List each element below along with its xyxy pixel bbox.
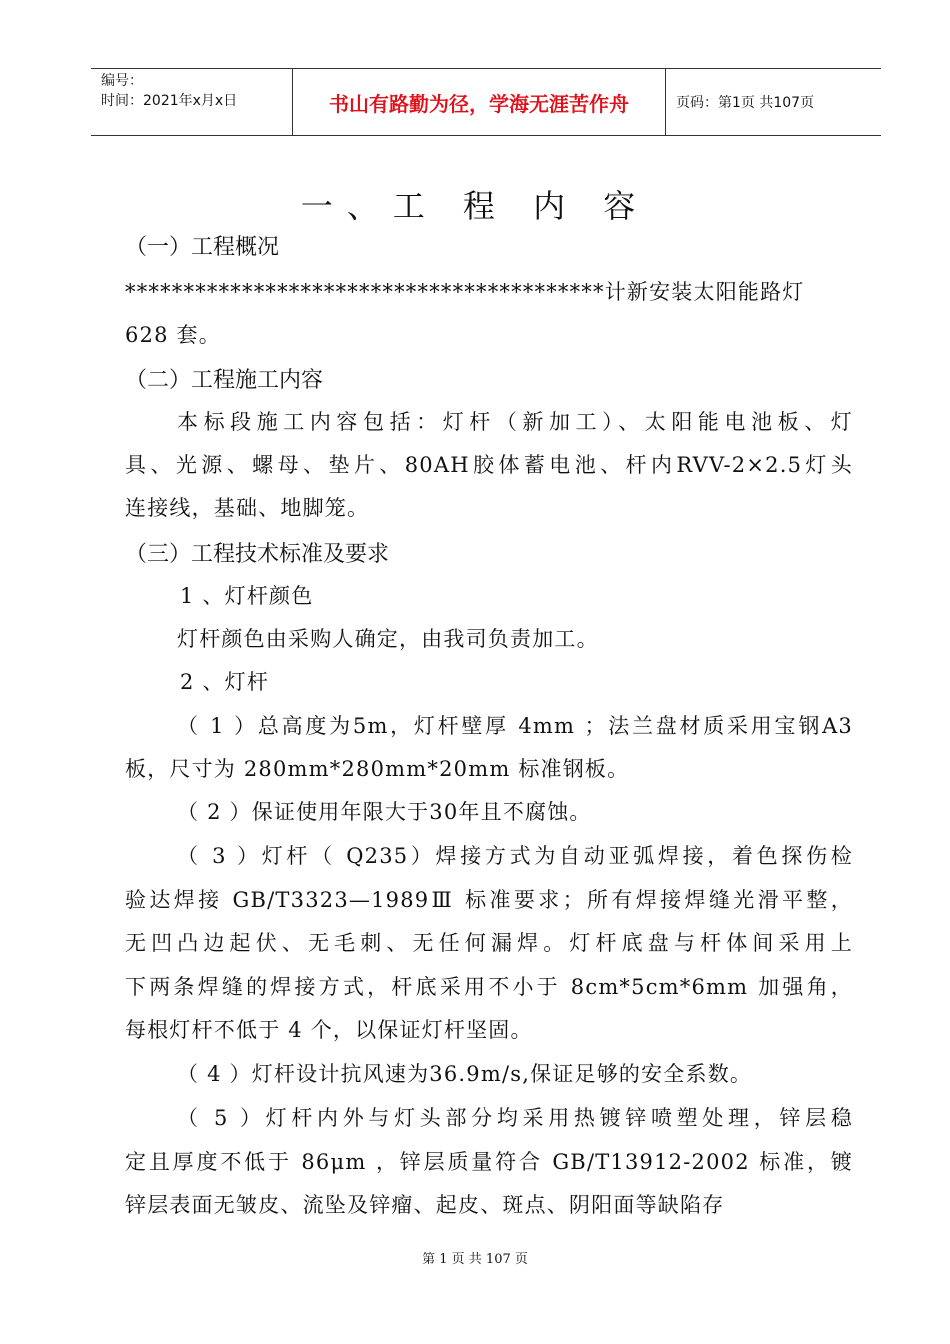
text-line: 每根灯杆不低于 4 个，以保证灯杆坚固。 bbox=[125, 1018, 533, 1042]
section-heading-3: （三）工程技术标准及要求 bbox=[125, 542, 390, 567]
text-line: 验达焊接 GB/T3323—1989Ⅲ 标准要求；所有焊接焊缝光滑平整， bbox=[125, 888, 853, 912]
header-time: 时间：2021年x月x日 bbox=[101, 93, 238, 109]
header-motto: 书山有路勤为径，学海无涯苦作舟 bbox=[293, 69, 666, 135]
section-heading-2: （二）工程施工内容 bbox=[125, 368, 324, 393]
text-line: 连接线，基础、地脚笼。 bbox=[125, 496, 370, 520]
text-line: 定且厚度不低于 86μm ，锌层质量符合 GB/T13912-2002 标准，镀 bbox=[125, 1150, 853, 1174]
header-number: 编号： bbox=[101, 73, 143, 89]
header-meta bbox=[91, 69, 293, 135]
document-title: 一、工 程 内 容 bbox=[300, 187, 650, 225]
text-line: 具、光源、螺母、垫片、80AH胶体蓄电池、杆内RVV-2×2.5灯头 bbox=[125, 453, 853, 477]
section-heading-1: （一）工程概况 bbox=[125, 235, 280, 260]
text-line: 灯杆颜色由采购人确定，由我司负责加工。 bbox=[177, 627, 599, 651]
text-line: 本标段施工内容包括：灯杆（新加工）、太阳能电池板、灯 bbox=[177, 410, 853, 434]
text-line: （ 1 ）总高度为5m，灯杆壁厚 4mm ；法兰盘材质采用宝钢A3 bbox=[177, 714, 853, 738]
text-line: 无凹凸边起伏、无毛刺、无任何漏焊。灯杆底盘与杆体间采用上 bbox=[125, 931, 853, 955]
text-line: 628 套。 bbox=[125, 323, 221, 347]
text-line: 1 、灯杆颜色 bbox=[180, 584, 314, 608]
text-line: 2 、灯杆 bbox=[180, 670, 270, 694]
text-line: （ 3 ）灯杆（ Q235）焊接方式为自动亚弧焊接，着色探伤检 bbox=[177, 844, 853, 868]
text-line: 下两条焊缝的焊接方式，杆底采用不小于 8cm*5cm*6mm 加强角， bbox=[125, 975, 853, 999]
text-line: 板，尺寸为 280mm*280mm*20mm 标准钢板。 bbox=[125, 757, 630, 781]
header-page-info: 页码：第1页 共107页 bbox=[676, 95, 815, 111]
text-line: （ 2 ）保证使用年限大于30年且不腐蚀。 bbox=[177, 800, 592, 824]
text-line: *****************************************计新安装太阳能路灯 bbox=[125, 280, 805, 304]
text-line: （ 5 ）灯杆内外与灯头部分均采用热镀锌喷塑处理，锌层稳 bbox=[177, 1106, 853, 1130]
page-footer: 第 1 页 共 107 页 bbox=[422, 1252, 528, 1267]
text-line: 锌层表面无皱皮、流坠及锌瘤、起皮、斑点、阴阳面等缺陷存 bbox=[125, 1193, 725, 1217]
text-line: （ 4 ）灯杆设计抗风速为36.9m/s,保证足够的安全系数。 bbox=[177, 1062, 753, 1086]
page-header bbox=[91, 68, 881, 136]
